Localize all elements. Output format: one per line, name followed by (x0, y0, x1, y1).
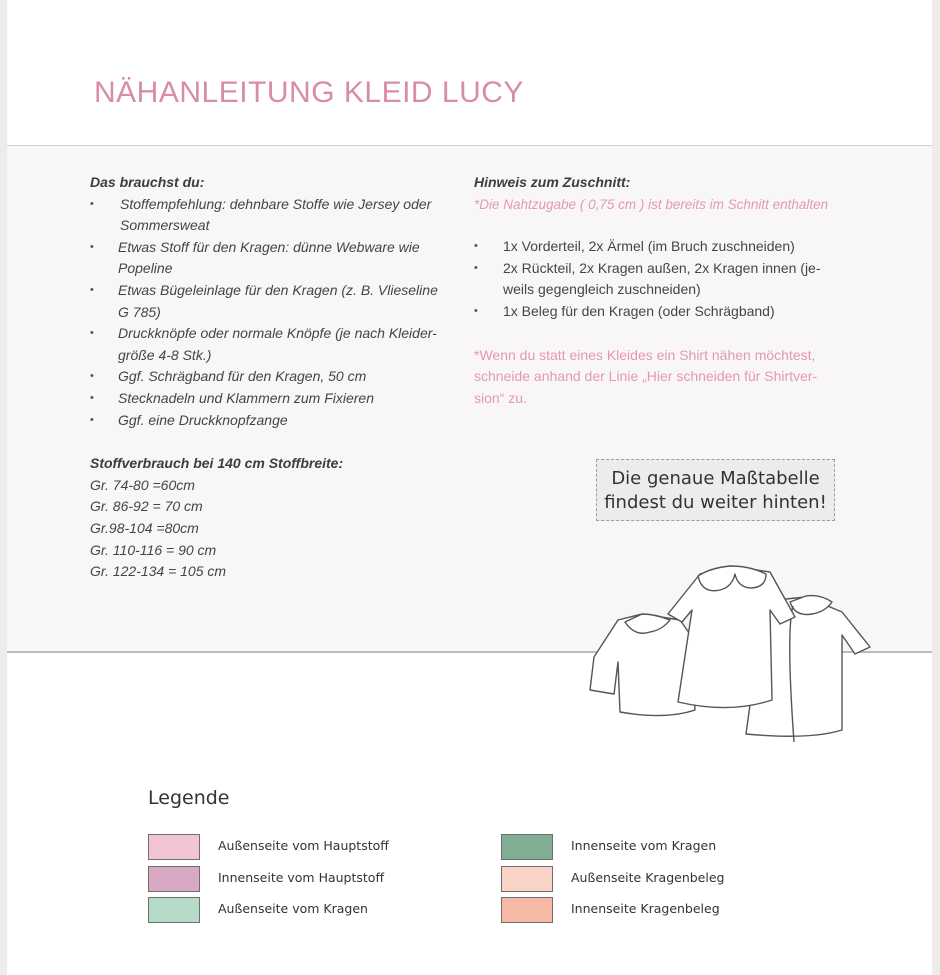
list-item: • Ggf. eine Druckknopfzange (90, 410, 450, 432)
page-title: NÄHANLEITUNG KLEID LUCY (94, 76, 524, 109)
size-table-note-line: findest du weiter hinten! (604, 492, 827, 513)
list-item: • Etwas Stoff für den Kragen: dünne Webware wie Popeline (90, 237, 450, 280)
legend-swatch (148, 897, 200, 923)
list-item: • 1x Beleg für den Kragen (oder Schrägband) (474, 301, 854, 323)
garment-illustration (580, 562, 880, 744)
fabric-usage-row: Gr. 86-92 = 70 cm (90, 498, 203, 515)
cutting-section (474, 172, 854, 409)
fabric-usage-row: Gr. 122-134 = 105 cm (90, 563, 227, 580)
page-edge-right (932, 0, 940, 975)
legend-swatch (148, 834, 200, 860)
legend-swatch (501, 834, 553, 860)
fabric-usage-row: Gr.98-104 =80cm (90, 519, 199, 536)
list-item: • 2x Rückteil, 2x Kragen außen, 2x Kragen innen (je-weils gegengleich zuschneiden) (474, 258, 833, 301)
list-item: • Ggf. Schrägband für den Kragen, 50 cm (90, 366, 450, 388)
list-item: • Druckknöpfe oder normale Knöpfe (je nach Kleider-größe 4-8 Stk.) (90, 323, 450, 366)
list-item: • Stoffempfehlung: dehnbare Stoffe wie Jersey oder Sommersweat (90, 194, 450, 237)
legend-title: Legende (148, 787, 230, 809)
legend-label: Außenseite Kragenbeleg (571, 870, 725, 885)
cutting-heading: Hinweis zum Zuschnitt: (474, 174, 631, 190)
materials-list (90, 194, 450, 432)
fabric-usage-row: Gr. 110-116 = 90 cm (90, 541, 217, 558)
legend-label: Außenseite vom Kragen (218, 901, 368, 916)
legend-label: Außenseite vom Hauptstoff (218, 838, 389, 853)
legend-label: Innenseite vom Hauptstoff (218, 870, 385, 885)
shirt-version-note: *Wenn du statt eines Kleides ein Shirt nähen möchtest, schneide anhand der Linie „Hier schneiden für Shirtver-sion“ zu. (474, 346, 818, 406)
fabric-usage-heading: Stoffverbrauch bei 140 cm Stoffbreite: (90, 455, 344, 472)
list-item: • Stecknadeln und Klammern zum Fixieren (90, 388, 450, 410)
list-item: • Etwas Bügeleinlage für den Kragen (z. B. Vlieseline G 785) (90, 280, 450, 323)
legend-label: Innenseite vom Kragen (571, 838, 717, 853)
size-table-note (596, 459, 835, 521)
fabric-usage-row: Gr. 74-80 =60cm (90, 476, 195, 493)
legend-label: Innenseite Kragenbeleg (571, 901, 720, 916)
page-edge-left (0, 0, 7, 975)
seam-allowance-note: *Die Nahtzugabe ( 0,75 cm ) ist bereits im Schnitt enthalten (474, 196, 829, 212)
legend-swatch (501, 866, 553, 892)
legend-swatch (148, 866, 200, 892)
size-table-note-line: Die genaue Maßtabelle (611, 468, 820, 489)
legend-swatch (501, 897, 553, 923)
cutting-list (474, 236, 854, 322)
materials-section (90, 172, 450, 583)
materials-heading: Das brauchst du: (90, 174, 205, 190)
list-item: • 1x Vorderteil, 2x Ärmel (im Bruch zuschneiden) (474, 236, 854, 258)
